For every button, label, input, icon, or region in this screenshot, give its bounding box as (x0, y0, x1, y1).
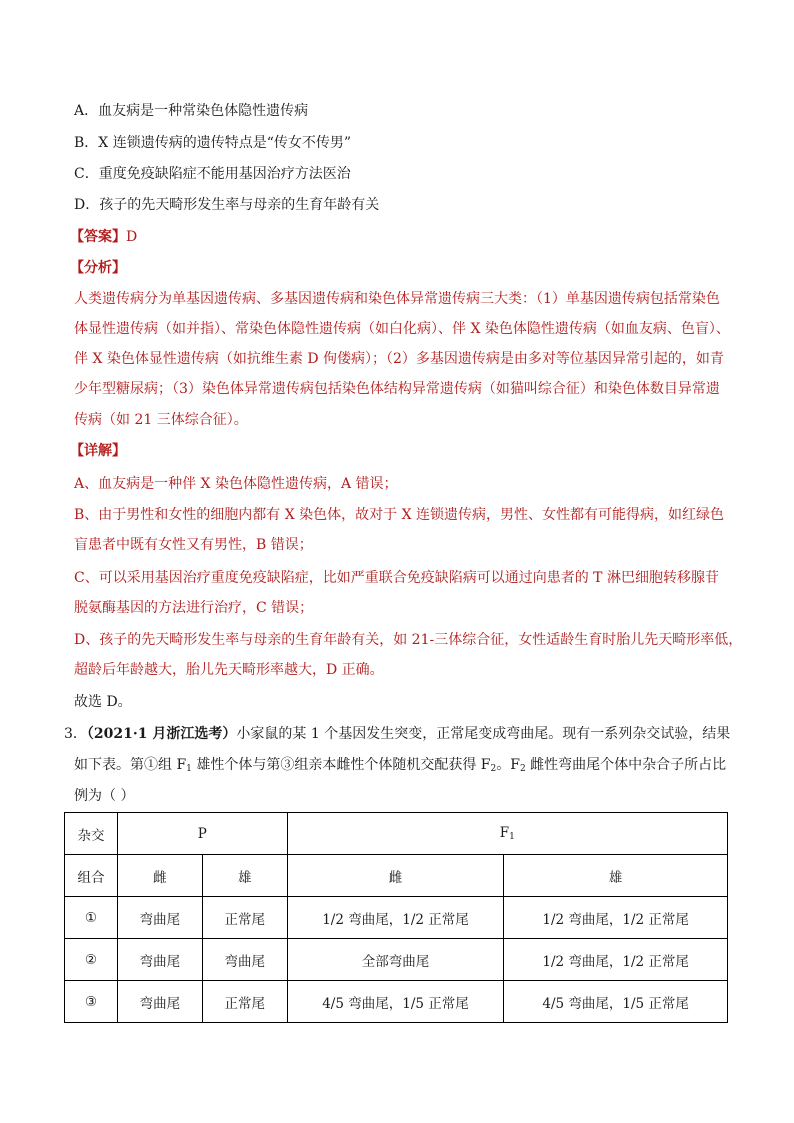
row-id: ③ (65, 981, 118, 1023)
detail-line: A、血友病是一种伴 X 染色体隐性遗传病，A 错误； (74, 476, 398, 492)
cell-f1-male: 1/2 弯曲尾，1/2 正常尾 (504, 897, 728, 939)
answer-value: D (126, 229, 138, 245)
question-text: 雄性个体与第③组亲本雌性个体随机交配获得 F (191, 757, 491, 773)
option-c: C．重度免疫缺陷症不能用基因治疗方法医治 (74, 166, 351, 182)
table-row (65, 939, 728, 981)
question-3-line1 (64, 724, 730, 744)
answer-tag: 【答案】 (70, 229, 126, 245)
detail-tag: 【详解】 (70, 443, 126, 459)
cell-p-male: 正常尾 (202, 897, 287, 939)
analysis-line: 伴 X 染色体显性遗传病（如抗维生素 D 佝偻病）；（2）多基因遗传病是由多对等位基因异常引起的，如青 (74, 351, 724, 367)
answer-row (70, 227, 137, 247)
option-b: B．X 连锁遗传病的遗传特点是“传女不传男” (74, 135, 352, 151)
cell-f1-male: 1/2 弯曲尾，1/2 正常尾 (504, 939, 728, 981)
detail-conclusion: 故选 D。 (74, 694, 132, 710)
cell-p-female: 弯曲尾 (117, 897, 202, 939)
header-p-female: 雌 (117, 855, 202, 897)
header-cross: 杂交 (65, 813, 118, 855)
cell-f1-female: 全部弯曲尾 (287, 939, 504, 981)
question-text: 。F (496, 757, 520, 773)
cell-f1-male: 4/5 弯曲尾，1/5 正常尾 (504, 981, 728, 1023)
cell-p-female: 弯曲尾 (117, 981, 202, 1023)
subscript: 1 (186, 764, 192, 774)
row-id: ① (65, 897, 118, 939)
detail-line: 脱氨酶基因的方法进行治疗，C 错误； (74, 600, 314, 616)
cell-p-female: 弯曲尾 (117, 939, 202, 981)
subscript: 2 (490, 764, 497, 774)
header-f1-sub: 1 (509, 832, 515, 842)
row-id: ② (65, 939, 118, 981)
question-source: （2021·1 月浙江选考） (86, 726, 237, 742)
header-p-male: 雄 (202, 855, 287, 897)
detail-line: 盲患者中既有女性又有男性，B 错误； (74, 537, 313, 553)
question-3-line3: 例为（ ） (74, 788, 135, 804)
cross-results-table (64, 812, 728, 1023)
table-header-row (65, 813, 728, 855)
header-parents: P (117, 813, 287, 855)
header-f1 (287, 813, 727, 855)
question-3-line2 (74, 755, 726, 779)
detail-line: 超龄后年龄越大，胎儿先天畸形率越大，D 正确。 (74, 662, 384, 678)
table-subheader-row (65, 855, 728, 897)
detail-line: B、由于男性和女性的细胞内都有 X 染色体，故对于 X 连锁遗传病，男性、女性都有可能得病，如红绿色 (74, 507, 725, 523)
header-f1-label: F (499, 825, 510, 841)
detail-line: C、可以采用基因治疗重度免疫缺陷症，比如严重联合免疫缺陷病可以通过向患者的 T 淋巴细胞转移腺苷 (74, 570, 719, 586)
cell-p-male: 正常尾 (202, 981, 287, 1023)
question-number: 3． (64, 726, 87, 742)
header-f1-female: 雌 (287, 855, 504, 897)
table-row (65, 981, 728, 1023)
detail-line: D、孩子的先天畸形发生率与母亲的生育年龄有关，如 21-三体综合征，女性适龄生育时胎儿先天畸形率低， (74, 632, 743, 648)
question-text: 如下表。第①组 F (74, 757, 187, 773)
table-row (65, 897, 728, 939)
cell-f1-female: 1/2 弯曲尾，1/2 正常尾 (287, 897, 504, 939)
analysis-line: 少年型糖尿病；（3）染色体异常遗传病包括染色体结构异常遗传病（如猫叫综合征）和染色体数目异常遗 (74, 381, 720, 397)
analysis-line: 体显性遗传病（如并指）、常染色体隐性遗传病（如白化病）、伴 X 染色体隐性遗传病（如血友病、色盲）、 (74, 321, 730, 337)
cell-f1-female: 4/5 弯曲尾，1/5 正常尾 (287, 981, 504, 1023)
analysis-line: 人类遗传病分为单基因遗传病、多基因遗传病和染色体异常遗传病三大类：（1）单基因遗传病包括常染色 (74, 291, 720, 307)
option-d: D．孩子的先天畸形发生率与母亲的生育年龄有关 (74, 197, 380, 213)
analysis-line: 传病（如 21 三体综合征）。 (74, 412, 248, 428)
header-group: 组合 (65, 855, 118, 897)
question-text: 小家鼠的某 1 个基因发生突变，正常尾变成弯曲尾。现有一系列杂交试验，结果 (236, 726, 731, 742)
cell-p-male: 弯曲尾 (202, 939, 287, 981)
question-text: 雌性弯曲尾个体中杂合子所占比 (525, 757, 727, 773)
analysis-tag: 【分析】 (70, 260, 126, 276)
option-a: A．血友病是一种常染色体隐性遗传病 (74, 103, 309, 119)
header-f1-male: 雄 (504, 855, 728, 897)
subscript: 2 (519, 764, 526, 774)
